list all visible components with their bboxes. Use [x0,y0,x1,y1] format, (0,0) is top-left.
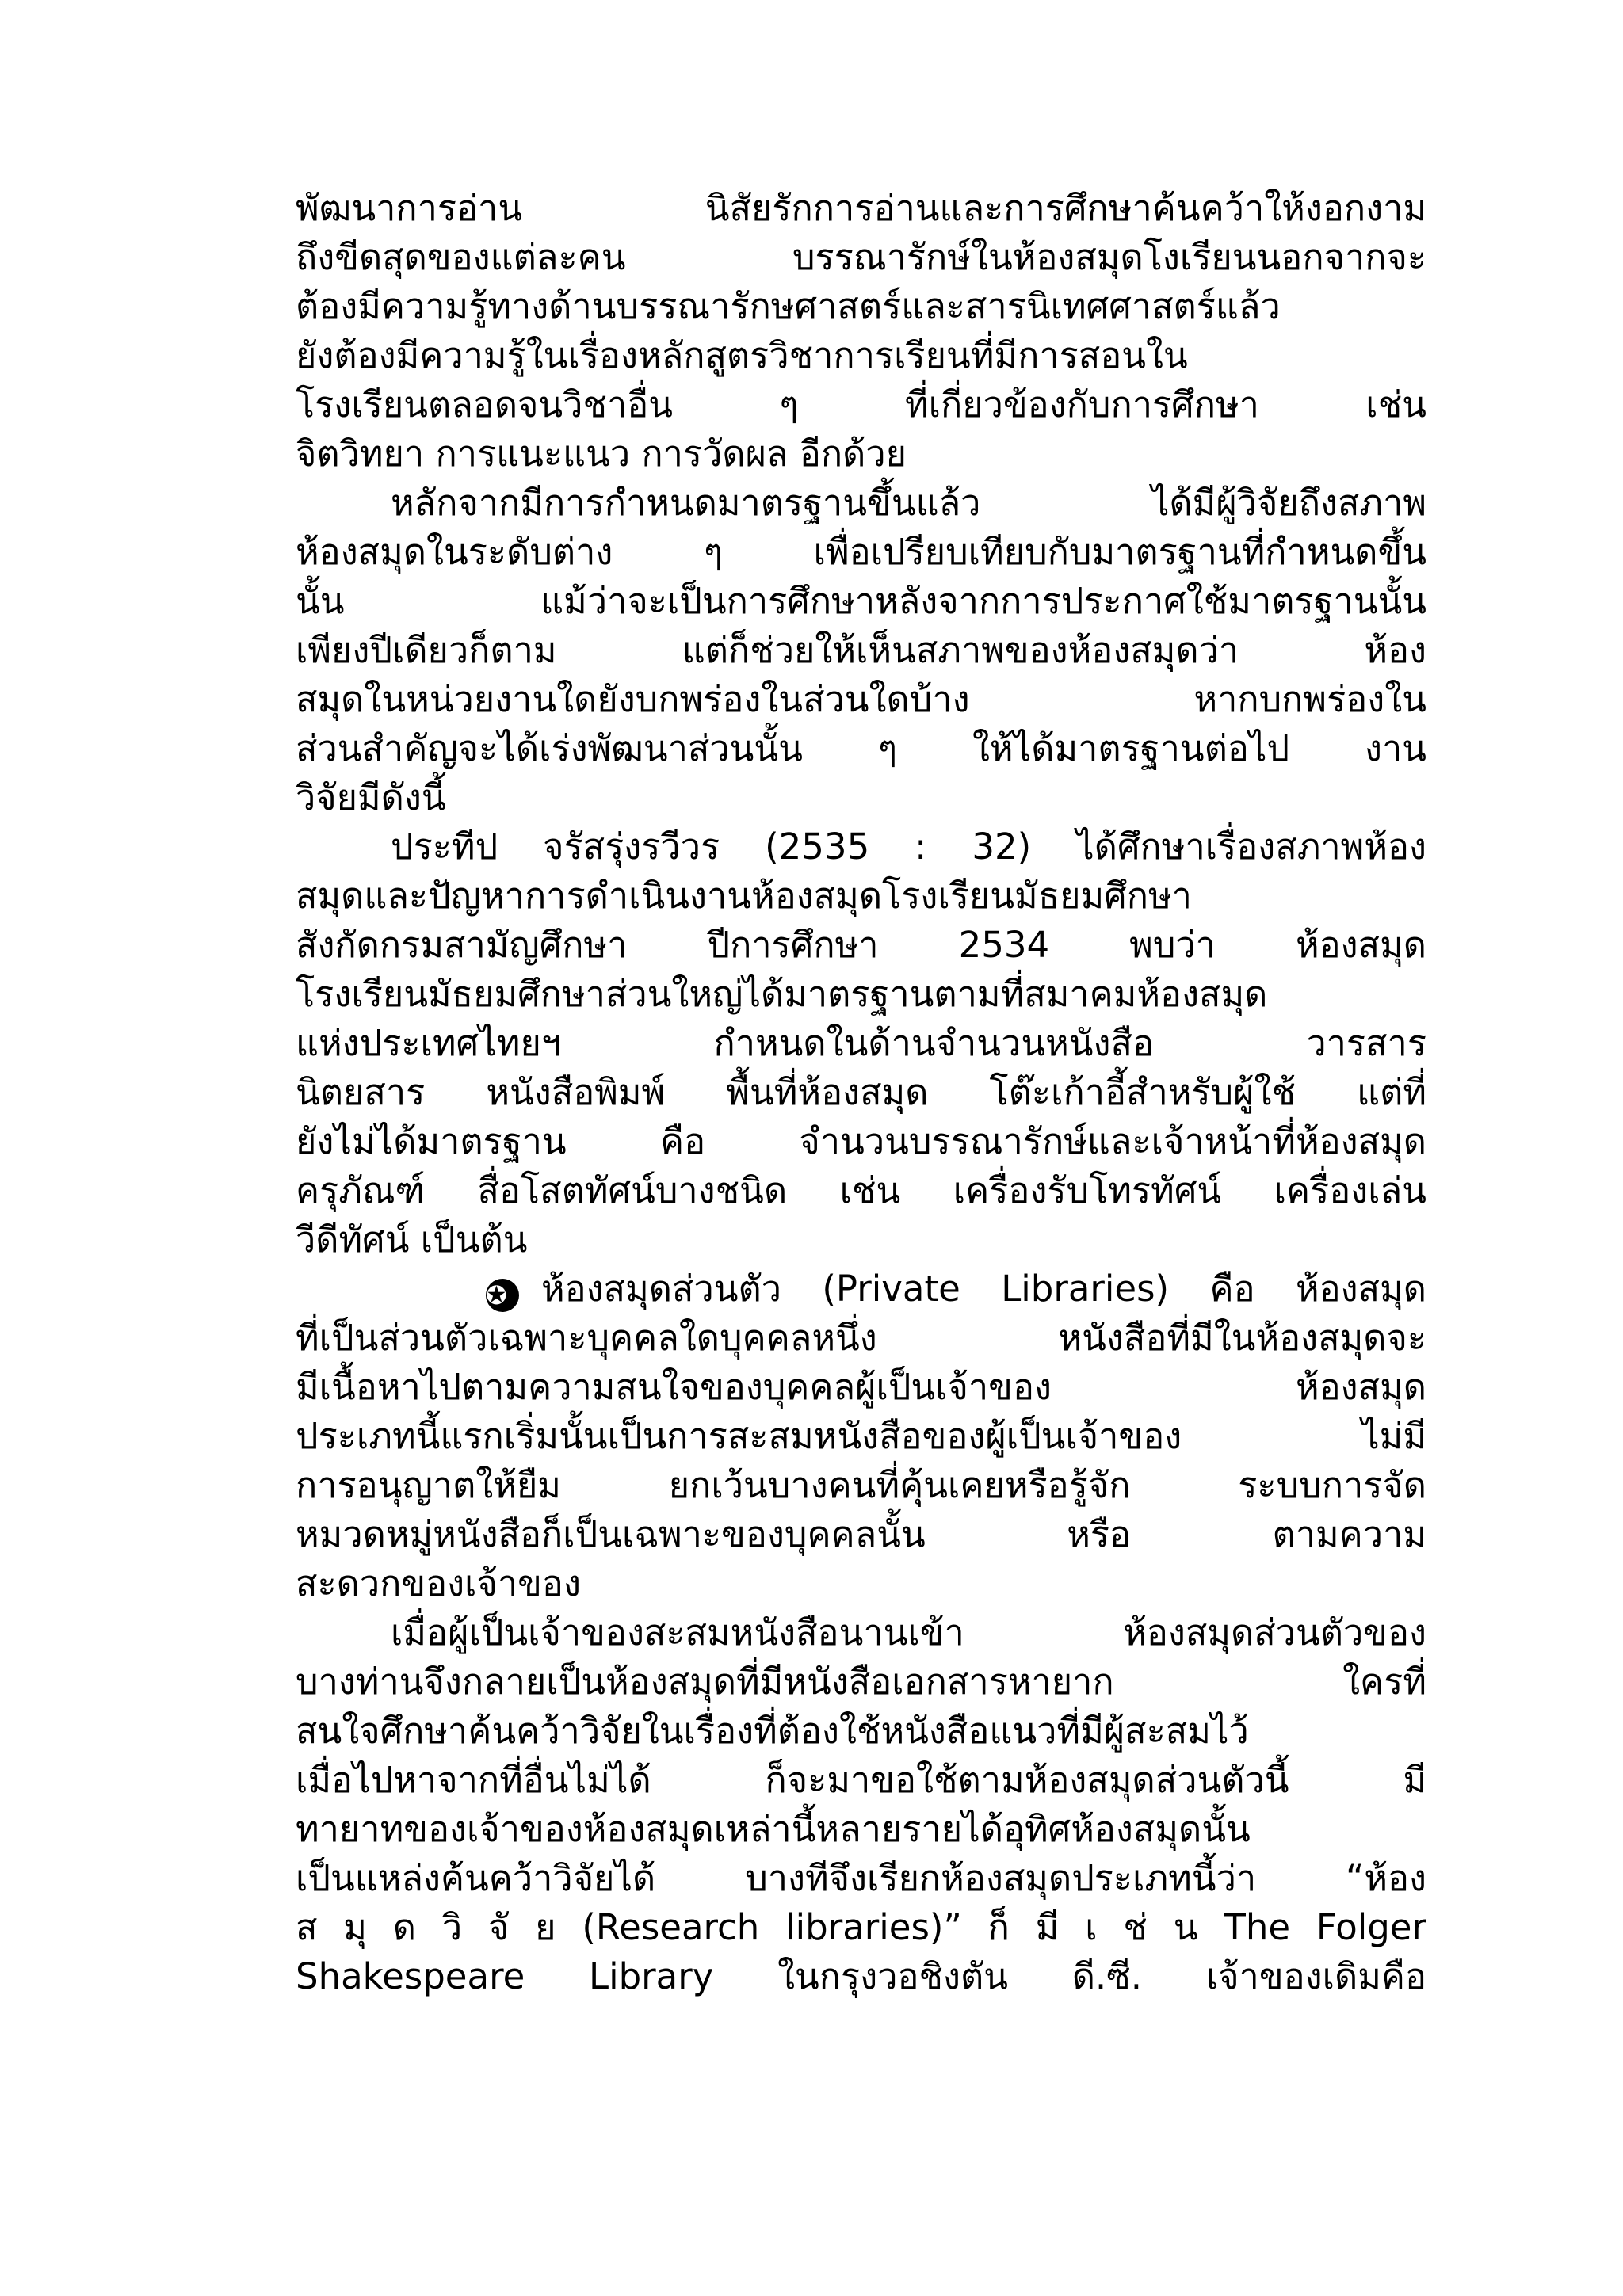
body-line: ส่วนสำคัญจะได้เร่งพัฒนาส่วนนั้น ๆ ให้ได้มาตรฐานต่อไป งาน [296,727,1426,769]
body-line: สังกัดกรมสามัญศึกษา ปีการศึกษา 2534 พบว่า ห้องสมุด [296,924,1426,966]
body-line: แห่งประเทศไทยฯ กำหนดในด้านจำนวนหนังสือ วารสาร [296,1022,1426,1064]
body-line: เมื่อผู้เป็นเจ้าของสะสมหนังสือนานเข้า ห้องสมุดส่วนตัวของ [391,1611,1426,1653]
body-line: หมวดหมู่หนังสือก็เป็นเฉพาะของบุคคลนั้น หรือ ตามความ [296,1513,1426,1555]
body-line: มีเนื้อหาไปตามความสนใจของบุคคลผู้เป็นเจ้าของ ห้องสมุด [296,1366,1426,1408]
body-line: ที่เป็นส่วนตัวเฉพาะบุคคลใดบุคคลหนึ่ง หนังสือที่มีในห้องสมุดจะ [296,1317,1426,1359]
body-line: บางท่านจึงกลายเป็นห้องสมุดที่มีหนังสือเอกสารหายาก ใครที่ [296,1661,1426,1703]
body-line: ทายาทของเจ้าของห้องสมุดเหล่านี้หลายรายได้อุทิศห้องสมุดนั้น [296,1808,1251,1850]
body-line: ประทีป จรัสรุ่งรวีวร (2535 : 32) ได้ศึกษาเรื่องสภาพห้อง [391,826,1426,868]
bullet-heading-text: ห้องสมุดส่วนตัว (Private Libraries) คือ ห้องสมุด [541,1268,1426,1310]
body-line: โรงเรียนมัธยมศึกษาส่วนใหญ่ได้มาตรฐานตามที่สมาคมห้องสมุด [296,973,1268,1015]
body-line: นิตยสาร หนังสือพิมพ์ พื้นที่ห้องสมุด โต๊ะเก้าอี้สำหรับผู้ใช้ แต่ที่ [296,1071,1426,1113]
body-line: ส มุ ด วิ จั ย (Research libraries)” ก็ มี เ ช่ น The Folger [296,1906,1426,1948]
star-circle-icon: ✪ [486,1279,519,1312]
body-line: สมุดและปัญหาการดำเนินงานห้องสมุดโรงเรียนมัธยมศึกษา [296,875,1192,917]
body-line: สมุดในหน่วยงานใดยังบกพร่องในส่วนใดบ้าง หากบกพร่องใน [296,678,1426,720]
text-body [296,184,1426,2001]
body-line: ประเภทนี้แรกเริ่มนั้นเป็นการสะสมหนังสือของผู้เป็นเจ้าของ ไม่มี [296,1415,1426,1457]
bullet-heading-line [296,1264,1426,1314]
body-line: จิตวิทยา การแนะแนว การวัดผล อีกด้วย [296,433,907,475]
body-line: ครุภัณฑ์ สื่อโสตทัศน์บางชนิด เช่น เครื่องรับโทรทัศน์ เครื่องเล่น [296,1169,1426,1211]
body-line: หลักจากมีการกำหนดมาตรฐานขึ้นแล้ว ได้มีผู้วิจัยถึงสภาพ [391,482,1426,524]
body-line: เมื่อไปหาจากที่อื่นไม่ได้ ก็จะมาขอใช้ตามห้องสมุดส่วนตัวนี้ มี [296,1759,1426,1801]
body-line: วีดีทัศน์ เป็นต้น [296,1219,528,1261]
body-line: พัฒนาการอ่าน นิสัยรักการอ่านและการศึกษาค้นคว้าให้งอกงาม [296,187,1426,229]
body-line: ต้องมีความรู้ทางด้านบรรณารักษศาสตร์และสารนิเทศศาสตร์แล้ว [296,285,1281,327]
body-line: ห้องสมุดในระดับต่าง ๆ เพื่อเปรียบเทียบกับมาตรฐานที่กำหนดขึ้น [296,531,1426,573]
body-line: สนใจศึกษาค้นคว้าวิจัยในเรื่องที่ต้องใช้หนังสือแนวที่มีผู้สะสมไว้ [296,1710,1249,1752]
body-line: เพียงปีเดียวก็ตาม แต่ก็ช่วยให้เห็นสภาพของห้องสมุดว่า ห้อง [296,629,1426,671]
body-line: วิจัยมีดังนี้ [296,776,446,818]
body-line: ถึงขีดสุดของแต่ละคน บรรณารักษ์ในห้องสมุดโงเรียนนอกจากจะ [296,236,1426,278]
body-line: นั้น แม้ว่าจะเป็นการศึกษาหลังจากการประกาศใช้มาตรฐานนั้น [296,580,1426,622]
body-line: ยังต้องมีความรู้ในเรื่องหลักสูตรวิชาการเรียนที่มีการสอนใน [296,334,1188,376]
body-line: Shakespeare Library ในกรุงวอชิงตัน ดี.ซี. เจ้าของเดิมคือ [296,1955,1426,1997]
body-line: ยังไม่ได้มาตรฐาน คือ จำนวนบรรณารักษ์และเจ้าหน้าที่ห้องสมุด [296,1120,1426,1162]
body-line: สะดวกของเจ้าของ [296,1562,581,1604]
body-line: การอนุญาตให้ยืม ยกเว้นบางคนที่คุ้นเคยหรือรู้จัก ระบบการจัด [296,1464,1426,1506]
body-line: เป็นแหล่งค้นคว้าวิจัยได้ บางทีจึงเรียกห้องสมุดประเภทนี้ว่า “ห้อง [296,1857,1426,1899]
body-line: โรงเรียนตลอดจนวิชาอื่น ๆ ที่เกี่ยวข้องกับการศึกษา เช่น [296,383,1426,425]
